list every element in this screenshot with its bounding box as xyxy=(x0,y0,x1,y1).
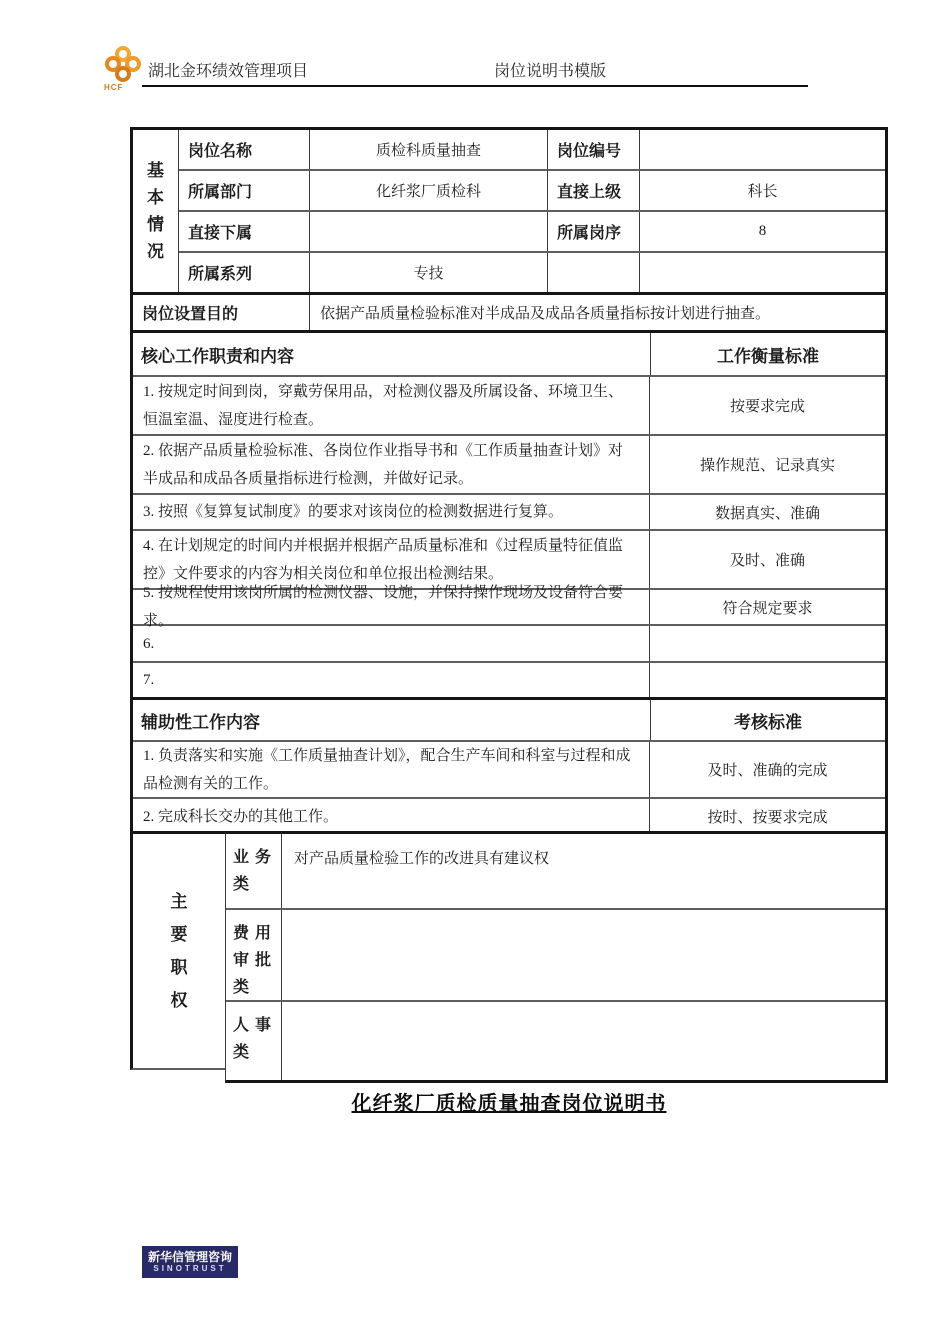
aux-row xyxy=(133,797,885,834)
standard-text: 按要求完成 xyxy=(729,399,805,415)
hcf-logo-text: HCF xyxy=(104,83,124,92)
table-row xyxy=(179,169,885,210)
core-header-left: 核心工作职责和内容 xyxy=(141,346,294,366)
field-label: 岗位编号 xyxy=(548,130,640,169)
field-value: 化纤浆厂质检科 xyxy=(310,171,548,210)
authority-text xyxy=(282,910,885,1000)
core-row xyxy=(133,434,885,493)
auxiliary-section-header xyxy=(133,697,885,740)
field-label: 直接下属 xyxy=(179,212,310,251)
authority-category: 业务类 xyxy=(226,834,282,908)
field-value: 专技 xyxy=(310,253,548,292)
field-label: 岗位名称 xyxy=(179,130,310,169)
duty-text: 2. 完成科长交办的其他工作。 xyxy=(133,799,650,834)
table-row xyxy=(179,210,885,251)
authority-section xyxy=(130,831,888,1083)
standard-text: 操作规范、记录真实 xyxy=(699,458,835,474)
field-value xyxy=(640,130,885,169)
field-label: 所属系列 xyxy=(179,253,310,292)
authority-text: 对产品质量检验工作的改进具有建议权 xyxy=(294,851,550,867)
core-row xyxy=(133,661,885,697)
sinotrust-logo-cn: 新华信管理咨询 xyxy=(147,1249,232,1264)
field-value: 科长 xyxy=(747,184,778,200)
clover-rings-icon xyxy=(105,46,141,82)
job-description-table xyxy=(130,127,888,834)
standard-text: 符合规定要求 xyxy=(722,600,813,617)
aux-header-left: 辅助性工作内容 xyxy=(141,712,260,732)
standard-text xyxy=(650,626,885,661)
purpose-value: 依据产品质量检验标准对半成品及成品各质量指标按计划进行抽查。 xyxy=(320,306,771,322)
header-doc-type: 岗位说明书模版 xyxy=(494,63,607,80)
table-row xyxy=(179,130,885,169)
standard-text: 按时、按要求完成 xyxy=(707,810,828,826)
standard-text xyxy=(650,663,885,697)
field-label: 直接上级 xyxy=(548,171,640,210)
authority-row xyxy=(226,908,885,1000)
standard-text: 及时、准确的完成 xyxy=(707,763,828,779)
duty-text: 2. 依据产品质量检验标准、各岗位作业指导书和《工作质量抽查计划》对半成品和成品各质量指标进行检测，并做好记录。 xyxy=(133,436,650,493)
authority-side-label: 主要职权 xyxy=(130,831,225,1070)
basic-info-section xyxy=(133,130,885,292)
duty-text: 3. 按照《复算复试制度》的要求对该岗位的检测数据进行复算。 xyxy=(133,495,650,529)
aux-row xyxy=(133,740,885,797)
authority-row xyxy=(226,1000,885,1080)
core-row xyxy=(133,493,885,529)
field-value xyxy=(310,212,548,251)
core-section-header xyxy=(133,330,885,375)
table-row xyxy=(179,251,885,292)
duty-text: 1. 负责落实和实施《工作质量抽查计划》，配合生产车间和科室与过程和成品检测有关的工作。 xyxy=(133,742,650,797)
duty-text: 4. 在计划规定的时间内并根据并根据产品质量标准和《过程质量特征值监控》文件要求的内容为相关岗位和单位报出检测结果。 xyxy=(133,531,650,588)
authority-category: 费用审批类 xyxy=(226,910,282,1000)
basic-info-side-label: 基本情况 xyxy=(133,130,179,292)
standard-text: 数据真实、准确 xyxy=(714,505,820,522)
purpose-label: 岗位设置目的 xyxy=(133,295,310,330)
header-project-title: 湖北金环绩效管理项目 xyxy=(148,63,309,80)
core-row xyxy=(133,585,885,629)
field-value: 质检科质量抽查 xyxy=(310,130,548,169)
duty-text: 1. 按规定时间到岗，穿戴劳保用品，对检测仪器及所属设备、环境卫生、恒温室温、湿度进行检查。 xyxy=(133,377,650,434)
core-row xyxy=(133,624,885,661)
field-label: 所属岗序 xyxy=(548,212,640,251)
authority-row xyxy=(226,834,885,908)
sinotrust-logo-en: SINOTRUST xyxy=(153,1263,227,1273)
field-label xyxy=(548,253,640,292)
standard-text: 及时、准确 xyxy=(729,553,805,569)
core-row xyxy=(133,375,885,434)
document-title: 化纤浆厂质检质量抽查岗位说明书 xyxy=(351,1093,667,1115)
duty-text: 6. xyxy=(133,626,650,661)
header-rule xyxy=(142,85,808,87)
purpose-row xyxy=(133,292,885,330)
sinotrust-logo xyxy=(142,1246,238,1278)
duty-text: 5. 按规程使用该岗所属的检测仪器、设施，并保持操作现场及设备符合要求。 xyxy=(133,590,650,624)
authority-category: 人事类 xyxy=(226,1002,282,1080)
field-value xyxy=(640,253,885,292)
hcf-logo-icon xyxy=(103,46,147,90)
field-label: 所属部门 xyxy=(179,171,310,210)
duty-text: 7. xyxy=(133,663,650,697)
core-header-right: 工作衡量标准 xyxy=(650,333,885,375)
field-value: 8 xyxy=(758,223,767,239)
authority-text xyxy=(282,1002,885,1080)
aux-header-right: 考核标准 xyxy=(650,700,885,740)
